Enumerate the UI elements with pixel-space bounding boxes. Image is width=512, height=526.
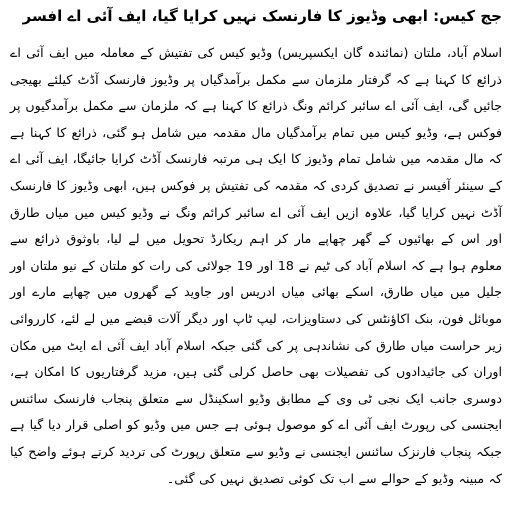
headline: جج کیس: ابھی وڈیوز کا فارنسک نہیں کرایا گیا، ایف آئی اے افسر — [22, 7, 502, 25]
article-body: اسلام آباد، ملتان (نمائندہ گان ایکسپریس) وڈیو کیس کی تفتیش کے معاملہ میں ایف آئی اے ذرائع کا کہنا ہے کہ گرفتار ملزمان سے مکمل برآمدگیاں پر وڈیوز فارنسک آڈٹ کیلئے بھیجی جائیں گی، ایف آئی اے سائبر کرائم ونگ ذرائع کا کہنا ہے کہ ملزمان سے مکمل برآمدگیوں پر فوکس ہے، وڈیو کیس میں تمام برآمدگیاں مال مقدمہ میں شامل ہو گئی، ذرائع کا کہنا ہے کہ مال مقدمہ میں شامل تمام وڈیوز کا ایک ہی مرتبہ فارنسک آڈٹ کرایا جائیگا، ایف آئی اے کے سینئر آفیسر نے تصدیق کردی کہ مقدمہ کی تفتیش پر فوکس ہیں، ابھی وڈیوز کا فارنسک آڈٹ نہیں کرایا گیا، علاوہ ازیں ایف آئی اے سائبر کرائم ونگ نے وڈیو کیس میں میاں طارق اور اس کے بھائیوں کے گھر چھاپے مار کر اہم ریکارڈ تحویل میں لے لیا، باوثوق ذرائع سے معلوم ہوا ہے کہ اسلام آباد کی ٹیم نے 18 اور 19 جولائی کی رات کو ملتان کے نیو ملتان اور جلیل میں میاں طارق، اسکے بھائی میاں ادریس اور جاوید کے گھروں میں چھاپے مارے اور موبائل فون، بنک اکاؤنٹس کی دستاویزات، لیپ ٹاپ اور دیگر آلات قبضے میں لے لئے، کارروائی زیر حراست میاں طارق کی نشاندہی پر کی گئی جبکہ اسلام آباد ایف آئی اے ایٹ میں مکان اوران کی جائیدادوں کی تفصیلات بھی حاصل کرلی گئی ہیں، مزید گرفتاریوں کا امکان ہے، دوسری جانب ایک نجی ٹی وی کے مطابق وڈیو اسکینڈل سے متعلق پنجاب فارنسک سائنس ایجنسی کی رپورٹ ایف آئی اے کو موصول ہوئی ہے جس میں وڈیو کو اصلی قرار دیا گیا ہے جبکہ پنجاب فارنزک سائنس ایجنسی نے وڈیو سے متعلق رپورٹ کی تردید کرتے ہوئے واضح کیا کہ مبینہ وڈیو کے حوالے سے اب تک کوئی تصدیق نہیں کی گئی۔ — [10, 45, 503, 486]
